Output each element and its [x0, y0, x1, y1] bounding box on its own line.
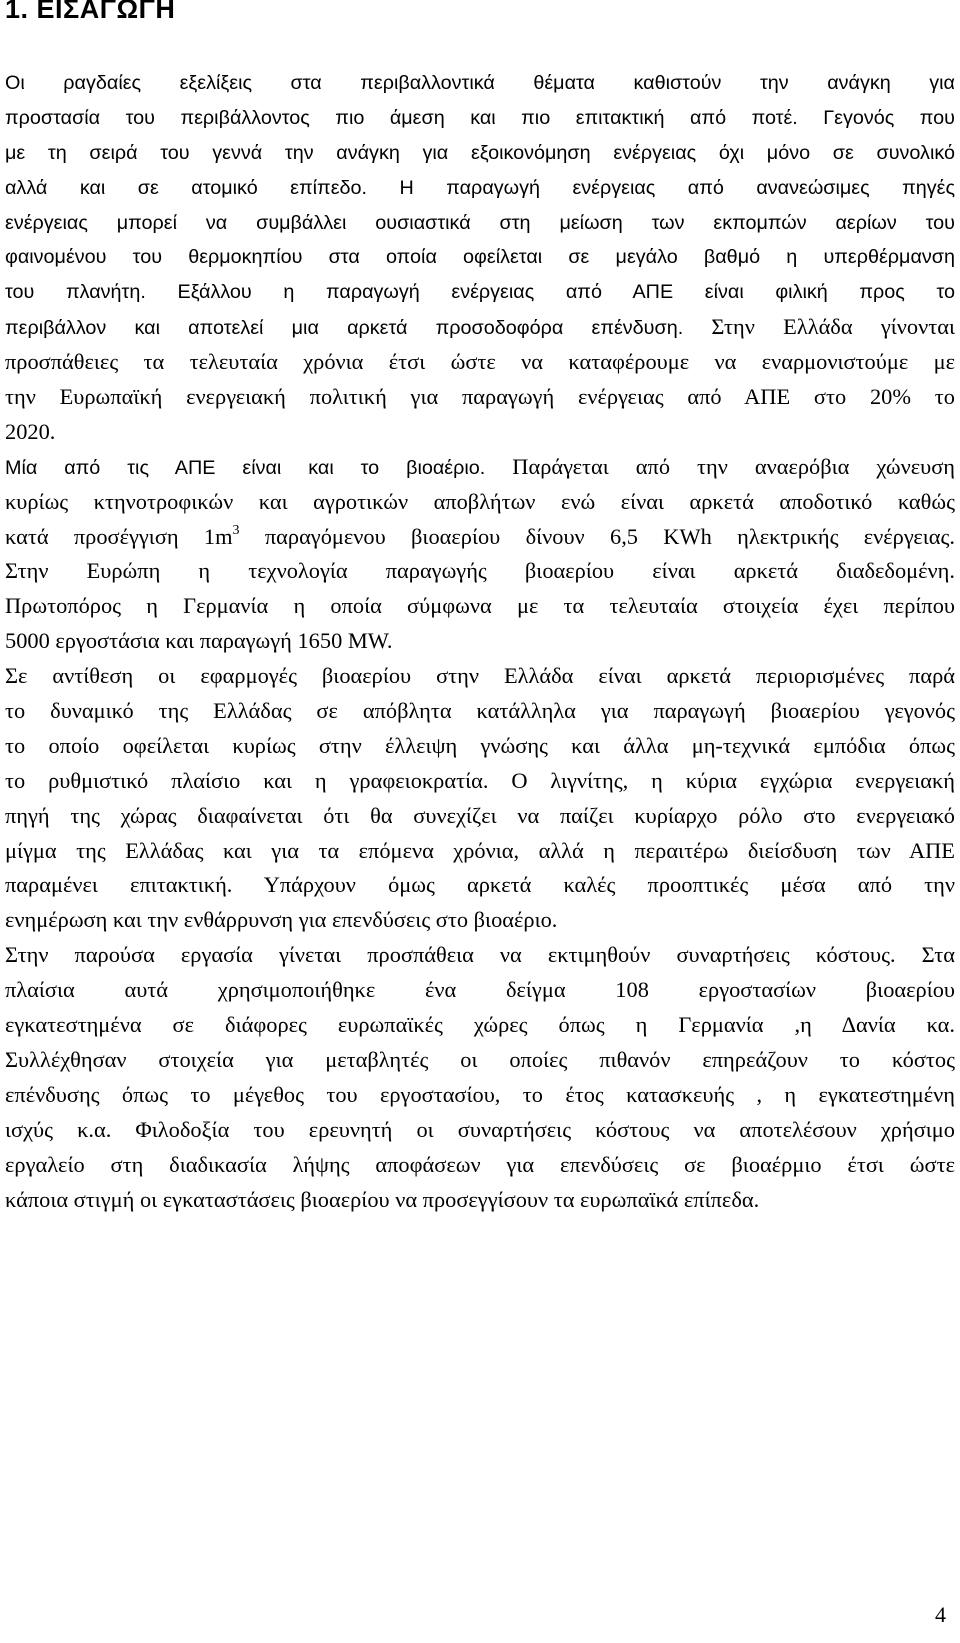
text-line: μίγμα της Ελλάδας και για τα επόμενα χρόνια, αλλά η περαιτέρω διείσδυση των ΑΠΕ: [5, 837, 955, 863]
text-line: με τη σειρά του γεννά την ανάγκη για εξοικονόμηση ενέργειας όχι μόνο σε συνολικό: [5, 141, 955, 164]
text-line: την Ευρωπαϊκή ενεργειακή πολιτική για παραγωγή ενέργειας από ΑΠΕ στο 20% το: [5, 384, 955, 410]
text-fragment: παραγόμενου βιοαερίου δίνουν 6,5 KWh ηλεκτρικής ενέργειας.: [239, 523, 955, 549]
text-line: αλλά και σε ατομικό επίπεδο. Η παραγωγή ενέργειας από ανανεώσιμες πηγές: [5, 176, 955, 199]
text-fragment: κατά προσέγγιση 1m: [5, 523, 233, 549]
text-line: πηγή της χώρας διαφαίνεται ότι θα συνεχίζει να παίζει κυρίαρχο ρόλο στο ενεργειακό: [5, 802, 955, 828]
text-line: Στην παρούσα εργασία γίνεται προσπάθεια να εκτιμηθούν συναρτήσεις κόστους. Στα: [5, 942, 955, 968]
text-fragment: Μία από τις ΑΠΕ είναι και το βιοαέριο.: [5, 456, 486, 479]
text-line: το ρυθμιστικό πλαίσιο και η γραφειοκρατία. Ο λιγνίτης, η κύρια εγχώρια ενεργειακή: [5, 767, 955, 793]
text-line: Οι ραγδαίες εξελίξεις στα περιβαλλοντικά θέματα καθιστούν την ανάγκη για: [5, 72, 955, 94]
text-line-mixed: [5, 450, 955, 485]
text-line: πλαίσια αυτά χρησιμοποιήθηκε ένα δείγμα 108 εργοστασίων βιοαερίου: [5, 977, 955, 1003]
text-line: κάποια στιγμή οι εγκαταστάσεις βιοαερίου να προσεγγίσουν τα ευρωπαϊκά επίπεδα.: [5, 1186, 760, 1212]
text-line: ενέργειας μπορεί να συμβάλλει ουσιαστικά στη μείωση των εκπομπών αερίων του: [5, 211, 955, 234]
text-fragment: περιβάλλον και αποτελεί μια αρκετά προσοδοφόρα επένδυση.: [5, 317, 684, 340]
text-line: 5000 εργοστάσια και παραγωγή 1650 MW.: [5, 628, 393, 654]
text-line: εργαλείο στη διαδικασία λήψης αποφάσεων για επενδύσεις σε βιοαέρμιο έτσι ώστε: [5, 1151, 955, 1177]
section-heading: 1. ΕΙΣΑΓΩΓΗ: [5, 0, 176, 24]
text-line: Πρωτοπόρος η Γερμανία η οποία σύμφωνα με τα τελευταία στοιχεία έχει περίπου: [5, 593, 955, 619]
text-line: Σε αντίθεση οι εφαρμογές βιοαερίου στην Ελλάδα είναι αρκετά περιορισμένες παρά: [5, 663, 955, 689]
text-line-superscript: [5, 520, 955, 555]
text-line: προσπάθειες τα τελευταία χρόνια έτσι ώστε να καταφέρουμε να εναρμονιστούμε με: [5, 349, 955, 375]
text-line: κυρίως κτηνοτροφικών και αγροτικών αποβλήτων ενώ είναι αρκετά αποδοτικό καθώς: [5, 488, 955, 514]
text-line: το δυναμικό της Ελλάδας σε απόβλητα κατάλληλα για παραγωγή βιοαερίου γεγονός: [5, 698, 955, 724]
text-line: 2020.: [5, 418, 56, 444]
text-line: του πλανήτη. Εξάλλου η παραγωγή ενέργειας από ΑΠΕ είναι φιλική προς το: [5, 281, 955, 304]
text-line-mixed: [5, 310, 955, 345]
text-line: φαινομένου του θερμοκηπίου στα οποία οφείλεται σε μεγάλο βαθμό η υπερθέρμανση: [5, 246, 955, 269]
text-line: προστασία του περιβάλλοντος πιο άμεση και πιο επιτακτική από ποτέ. Γεγονός που: [5, 106, 955, 129]
text-line: επένδυσης όπως το μέγεθος του εργοστασίου, το έτος κατασκευής , η εγκατεστημένη: [5, 1081, 955, 1107]
text-line: ισχύς κ.α. Φιλοδοξία του ερευνητή οι συναρτήσεις κόστους να αποτελέσουν χρήσιμο: [5, 1116, 955, 1142]
body-text: [5, 66, 955, 1217]
text-line: εγκατεστημένα σε διάφορες ευρωπαϊκές χώρες όπως η Γερμανία ,η Δανία κα.: [5, 1012, 955, 1038]
page-number: 4: [935, 1602, 946, 1627]
text-line: Συλλέχθησαν στοιχεία για μεταβλητές οι οποίες πιθανόν επηρεάζουν το κόστος: [5, 1046, 955, 1072]
text-line: το οποίο οφείλεται κυρίως στην έλλειψη γνώσης και άλλα μη-τεχνικά εμπόδια όπως: [5, 732, 955, 758]
superscript: 3: [232, 522, 240, 538]
text-fragment: Στην Ελλάδα γίνονται: [711, 314, 956, 340]
text-line: παραμένει επιτακτική. Υπάρχουν όμως αρκετά καλές προοπτικές μέσα από την: [5, 872, 955, 898]
text-fragment: Παράγεται από την αναερόβια χώνευση: [512, 453, 955, 479]
text-line: Στην Ευρώπη η τεχνολογία παραγωγής βιοαερίου είναι αρκετά διαδεδομένη.: [5, 558, 955, 584]
text-line: ενημέρωση και την ενθάρρυνση για επενδύσεις στο βιοαέριο.: [5, 907, 558, 933]
